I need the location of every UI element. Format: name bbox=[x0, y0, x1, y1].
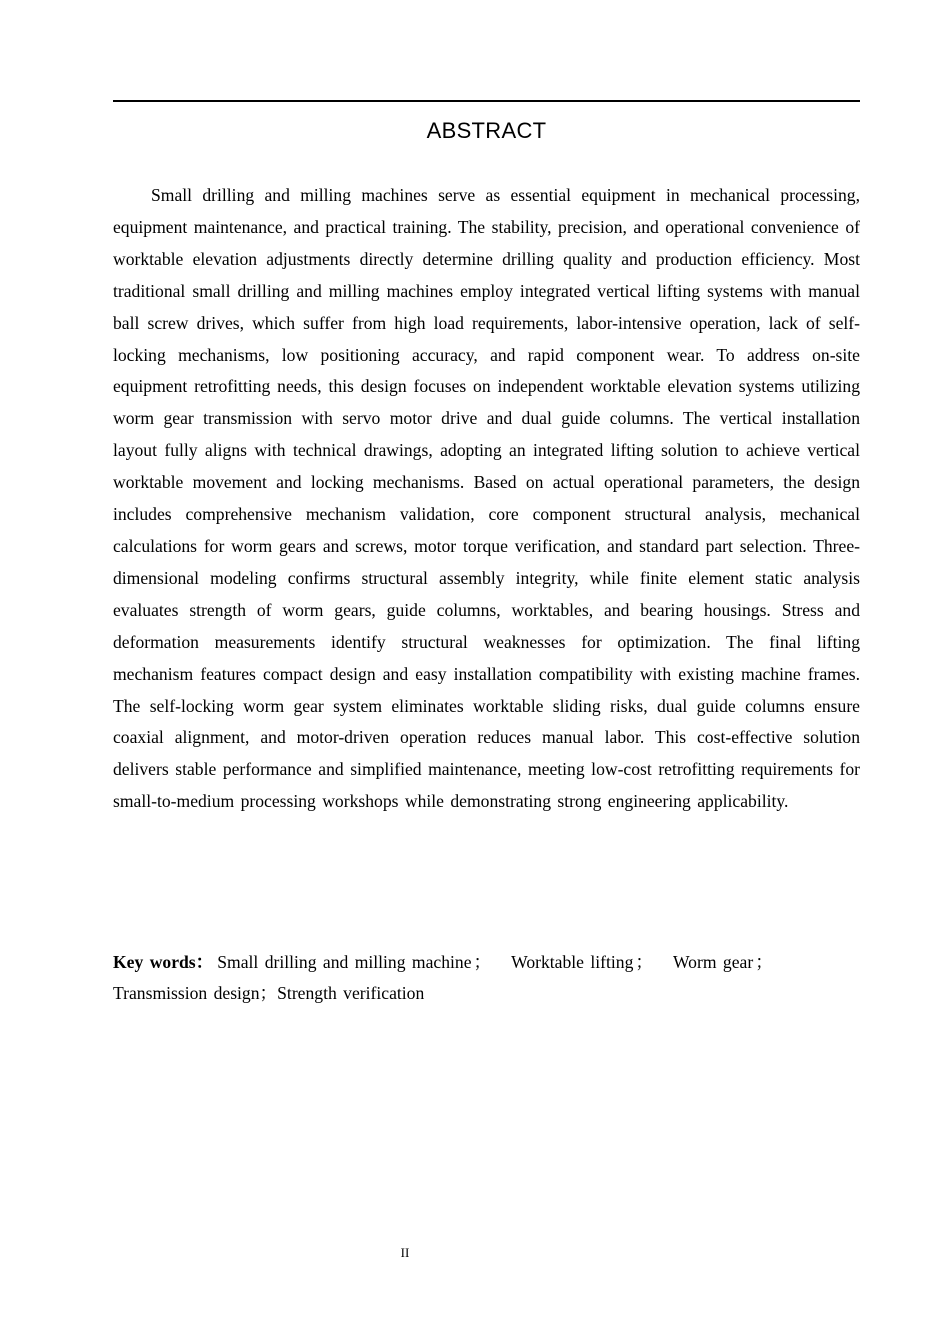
keyword-item: Worm gear bbox=[672, 952, 754, 972]
keyword-separator: ； bbox=[635, 952, 653, 972]
keyword-item: Small drilling and milling machine bbox=[217, 952, 472, 972]
keywords-line bbox=[113, 947, 860, 1009]
keywords-label: Key words： bbox=[113, 952, 214, 972]
keyword-item: Worktable lifting bbox=[511, 952, 634, 972]
keyword-separator: ； bbox=[755, 952, 773, 972]
header-rule bbox=[113, 100, 860, 102]
page-title: ABSTRACT bbox=[426, 118, 547, 143]
keyword-item: Strength verification bbox=[277, 983, 425, 1003]
keyword-separator: ； bbox=[259, 983, 278, 1003]
abstract-paragraph: Small drilling and milling machines serve as essential equipment in mechanical processing, equipment maintenance, and practical training. The stability, precision, and operational convenience of worktable elevation adjustments directly determine drilling quality and production efficiency. Most traditional small drilling and milling machines employ integrated vertical lifting systems with manual ball screw drives, which suffer from high load requirements, labor-intensive operation, lack of self-locking mechanisms, low positioning accuracy, and rapid component wear. To address on-site equipment retrofitting needs, this design focuses on independent worktable elevation systems utilizing worm gear transmission with servo motor drive and dual guide columns. The vertical installation layout fully aligns with technical drawings, adopting an integrated lifting solution to achieve vertical worktable movement and locking mechanisms. Based on actual operational parameters, the design includes comprehensive mechanism validation, core component structural analysis, mechanical calculations for worm gears and screws, motor torque verification, and standard part selection. Three-dimensional modeling confirms structural assembly integrity, while finite element static analysis evaluates strength of worm gears, guide columns, worktables, and bearing housings. Stress and deformation measurements identify structural weaknesses for optimization. The final lifting mechanism features compact design and easy installation compatibility with existing machine frames. The self-locking worm gear system eliminates worktable sliding risks, dual guide columns ensure coaxial alignment, and motor-driven operation reduces manual labor. This cost-effective solution delivers stable performance and simplified maintenance, meeting low-cost retrofitting requirements for small-to-medium processing workshops while demonstrating strong engineering applicability. bbox=[113, 185, 860, 812]
keyword-separator: ； bbox=[473, 952, 492, 972]
page-number: II bbox=[400, 1245, 410, 1260]
keyword-item: Transmission design bbox=[113, 983, 260, 1003]
